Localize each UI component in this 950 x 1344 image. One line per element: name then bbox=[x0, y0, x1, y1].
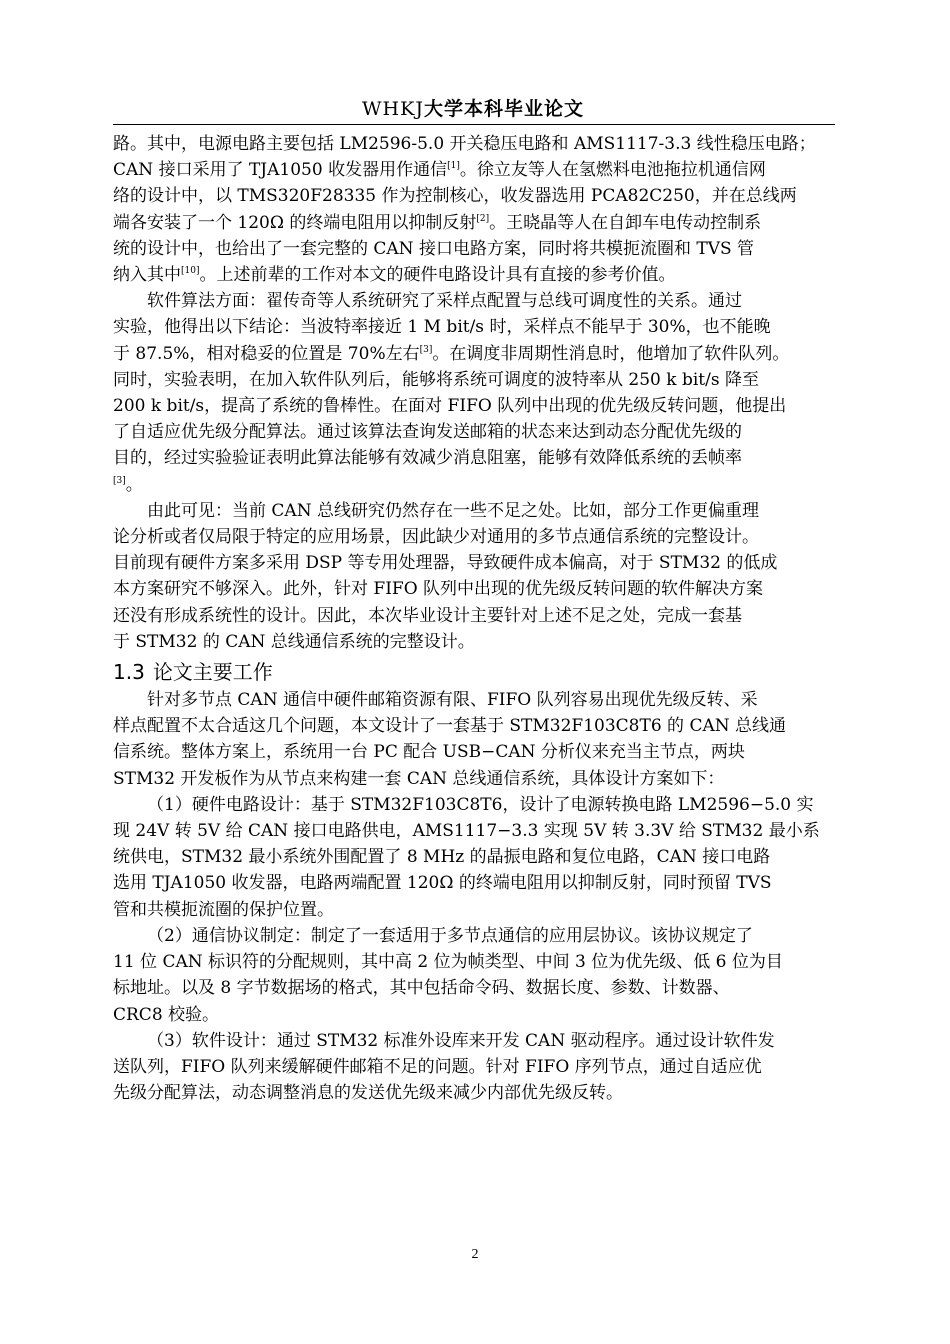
text-segment: 端各安装了一个 120Ω 的终端电阻用以抑制反射 bbox=[113, 212, 477, 233]
page-body bbox=[113, 131, 841, 1106]
paragraph-software-design bbox=[113, 1028, 841, 1107]
text-line: 样点配置不太合适这几个问题，本文设计了一套基于 STM32F103C8T6 的 CAN 总线通 bbox=[113, 716, 787, 737]
text-segment: 于 87.5%，相对稳妥的位置是 70%左右 bbox=[113, 343, 420, 364]
text-line: 由此可见：当前 CAN 总线研究仍然存在一些不足之处。比如，部分工作更偏重理 bbox=[147, 500, 759, 521]
text-line bbox=[113, 262, 841, 288]
text-line: 现 24V 转 5V 给 CAN 接口电路供电，AMS1117−3.3 实现 5V 转 3.3V 给 STM32 最小系 bbox=[113, 821, 820, 842]
text-line: 实验，他得出以下结论：当波特率接近 1 M bit/s 时，采样点不能早于 30%，也不能晚 bbox=[113, 317, 771, 338]
text-line bbox=[113, 210, 841, 236]
text-line: CRC8 校验。 bbox=[113, 1004, 220, 1025]
section-heading bbox=[113, 657, 841, 687]
text-line: 还没有形成系统性的设计。因此，本次毕业设计主要针对上述不足之处，完成一套基 bbox=[113, 605, 742, 626]
text-line: STM32 开发板作为从节点来构建一套 CAN 总线通信系统，具体设计方案如下： bbox=[113, 768, 725, 789]
paragraph-hardware-design bbox=[113, 792, 841, 923]
text-line: 管和共模扼流圈的保护位置。 bbox=[113, 899, 334, 920]
text-line: （1）硬件电路设计：基于 STM32F103C8T6，设计了电源转换电路 LM2596−5.0 实 bbox=[147, 794, 814, 815]
citation-ref: [1] bbox=[447, 161, 460, 172]
text-segment: 。上述前辈的工作对本文的硬件电路设计具有直接的参考价值。 bbox=[199, 265, 676, 286]
section-number: 1.3 bbox=[113, 660, 145, 685]
text-line: 先级分配算法，动态调整消息的发送优先级来减少内部优先级反转。 bbox=[113, 1083, 623, 1104]
citation-ref: [2] bbox=[476, 213, 490, 224]
running-header bbox=[113, 96, 833, 122]
section-title: 论文主要工作 bbox=[152, 660, 273, 685]
text-segment: 纳入其中 bbox=[113, 265, 181, 286]
header-rule bbox=[113, 124, 835, 125]
text-line: 路。其中，电源电路主要包括 LM2596-5.0 开关稳压电路和 AMS1117-3.3 线性稳压电路； bbox=[113, 134, 816, 154]
text-line: 11 位 CAN 标识符的分配规则，其中高 2 位为帧类型、中间 3 位为优先级、低 6 位为目 bbox=[113, 952, 783, 973]
text-line: 论分析或者仅局限于特定的应用场景，因此缺少对通用的多节点通信系统的完整设计。 bbox=[113, 527, 759, 548]
citation-ref: [3] bbox=[419, 344, 433, 355]
text-line: （3）软件设计：通过 STM32 标准外设库来开发 CAN 驱动程序。通过设计软件发 bbox=[147, 1030, 775, 1051]
page-number: 2 bbox=[471, 1247, 479, 1262]
paragraph-protocol-design bbox=[113, 923, 841, 1028]
text-line: 选用 TJA1050 收发器，电路两端配置 120Ω 的终端电阻用以抑制反射，同时预留 TVS bbox=[113, 873, 772, 894]
paragraph-main-work-intro bbox=[113, 687, 841, 792]
text-line: 目前现有硬件方案多采用 DSP 等专用处理器，导致硬件成本偏高，对于 STM32 的低成 bbox=[113, 553, 778, 574]
text-segment: 。 bbox=[125, 474, 143, 495]
citation-ref: [10] bbox=[181, 266, 200, 277]
text-line: 统的设计中，也给出了一套完整的 CAN 接口电路方案，同时将共模扼流圈和 TVS 管 bbox=[113, 238, 755, 259]
text-line bbox=[113, 341, 841, 367]
text-segment: 。在调度非周期性消息时，他增加了软件队列。 bbox=[432, 343, 790, 364]
text-line: 本方案研究不够深入。此外，针对 FIFO 队列中出现的优先级反转问题的软件解决方案 bbox=[113, 579, 764, 600]
text-line bbox=[113, 472, 841, 498]
paragraph-software-algorithm bbox=[113, 288, 841, 498]
text-line: 统供电，STM32 最小系统外围配置了 8 MHz 的晶振电路和复位电路，CAN 接口电路 bbox=[113, 847, 771, 868]
citation-ref: [3] bbox=[113, 475, 126, 486]
paragraph-summary-shortcomings bbox=[113, 498, 841, 655]
header-latin: WHKJ bbox=[362, 98, 424, 120]
text-line: 了自适应优先级分配算法。通过该算法查询发送邮箱的状态来达到动态分配优先级的 bbox=[113, 422, 742, 443]
text-segment: 。徐立友等人在氢燃料电池拖拉机通信网 bbox=[459, 160, 766, 181]
text-line: （2）通信协议制定：制定了一套适用于多节点通信的应用层协议。该协议规定了 bbox=[147, 925, 753, 946]
header-title: 大学本科毕业论文 bbox=[423, 98, 584, 120]
text-segment: CAN 接口采用了 TJA1050 收发器用作通信 bbox=[113, 160, 448, 181]
text-line: 软件算法方面：翟传奇等人系统研究了采样点配置与总线可调度性的关系。通过 bbox=[147, 291, 742, 312]
text-line: 200 k bit/s，提高了系统的鲁棒性。在面对 FIFO 队列中出现的优先级反转问题，他提出 bbox=[113, 396, 787, 417]
text-segment: 。王晓晶等人在自卸车电传动控制系 bbox=[489, 212, 762, 233]
text-line: 络的设计中，以 TMS320F28335 作为控制核心，收发器选用 PCA82C250，并在总线两 bbox=[113, 186, 797, 207]
text-line: 信系统。整体方案上，系统用一台 PC 配合 USB−CAN 分析仪来充当主节点，两块 bbox=[113, 742, 745, 763]
text-line: 于 STM32 的 CAN 总线通信系统的完整设计。 bbox=[113, 631, 475, 652]
text-line: 送队列，FIFO 队列来缓解硬件邮箱不足的问题。针对 FIFO 序列节点，通过自适应优 bbox=[113, 1056, 762, 1077]
text-line: 标地址。以及 8 字节数据场的格式，其中包括命令码、数据长度、参数、计数器、 bbox=[113, 978, 730, 999]
text-line: 针对多节点 CAN 通信中硬件邮箱资源有限、FIFO 队列容易出现优先级反转、采 bbox=[147, 690, 758, 711]
text-line: 目的，经过实验验证表明此算法能够有效减少消息阻塞，能够有效降低系统的丢帧率 bbox=[113, 448, 742, 469]
text-line bbox=[113, 157, 841, 183]
paragraph-hardware-refs bbox=[113, 131, 841, 288]
text-line: 同时，实验表明，在加入软件队列后，能够将系统可调度的波特率从 250 k bit/s 降至 bbox=[113, 369, 759, 390]
